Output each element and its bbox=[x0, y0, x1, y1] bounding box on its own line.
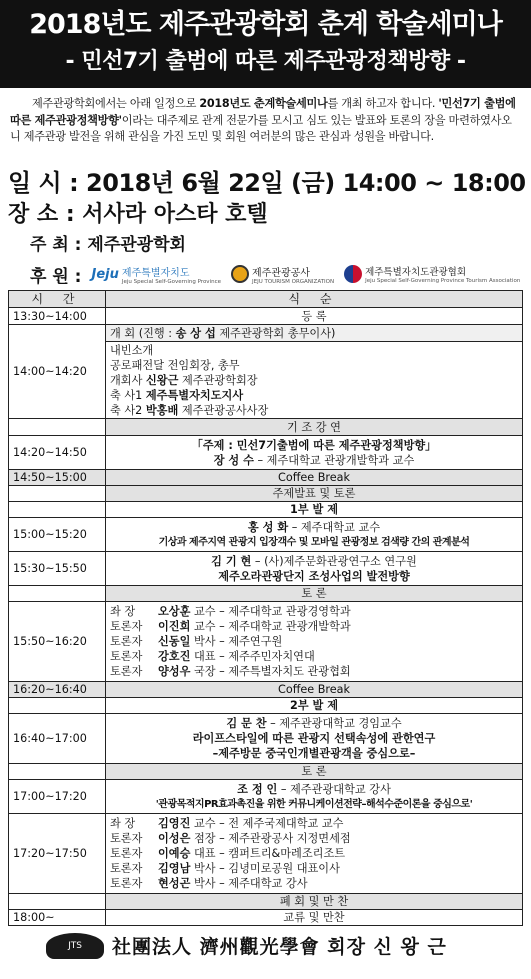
footer-text: 社團法人 濟州觀光學會 회장 신 왕 근 bbox=[112, 936, 447, 958]
table-row: 16:20~16:40 Coffee Break bbox=[9, 682, 523, 698]
association-emblem-icon bbox=[344, 265, 362, 283]
intro-text-2: 를 개최 하고자 합니다. bbox=[327, 97, 439, 110]
table-row: 15:30~15:50 김 기 현 – (사)제주문화관광연구소 연구원 제주오라관광단지 조성사업의 발전방향 bbox=[9, 552, 523, 586]
table-row: 폐 회 및 만 찬 bbox=[9, 894, 523, 910]
table-row: 14:50~15:00 Coffee Break bbox=[9, 470, 523, 486]
intro-text-1: 제주관광학회에서는 아래 일정으로 bbox=[32, 97, 200, 110]
table-row: 기 조 강 연 bbox=[9, 419, 523, 436]
table-row: 내빈소개 공로패전달 전임회장, 총무 개회사 신왕근 제주관광학회장 축 사1 제주특별자치도지사 축 사2 박홍배 제주관광공사사장 bbox=[9, 342, 523, 419]
header-order: 식 순 bbox=[106, 291, 523, 308]
intro-paragraph bbox=[0, 88, 531, 166]
event-venue: 장 소 : 서사라 아스타 호텔 bbox=[8, 202, 268, 227]
table-row: 토 론 bbox=[9, 586, 523, 602]
table-row: 토 론 bbox=[9, 764, 523, 780]
subtitle: - 민선7기 출범에 따른 제주관광정책방향 - bbox=[65, 49, 466, 74]
jto-emblem-icon bbox=[231, 265, 249, 283]
main-title: 2018년도 제주관광학회 춘계 학술세미나 bbox=[29, 9, 502, 40]
table-row: 17:20~17:50 좌 장 김영진 교수 – 전 제주국제대학교 교수 토론자 이성은 점장 – 제주관광공사 지정면세점 토론자 이예승 대표 – 캠퍼트리&마레조리조트 토론자 김영남 박사 – 김녕미로공원 대표이사 토론자 현성곤 박사 – 제주대학교 강사 bbox=[9, 814, 523, 894]
table-row: 16:40~17:00 김 문 찬 – 제주관광대학교 경임교수 라이프스타일에 따른 관광지 선택속성에 관한연구 –제주방문 중국인개별관광객을 중심으로– bbox=[9, 714, 523, 764]
society-emblem-icon: JTS bbox=[46, 933, 104, 959]
title-banner bbox=[0, 0, 531, 88]
jeju-tourism-association-logo: 제주특별자치도관광협회 Jeju Special Self-Governing Province Tourism Association bbox=[344, 264, 520, 284]
table-row: 14:00~14:20 개 회 (진행 : 송 상 섭 제주관광학회 총무이사) bbox=[9, 325, 523, 342]
jeju-tourism-org-logo: 제주관광공사 JEJU TOURISM ORGANIZATION bbox=[231, 264, 334, 285]
table-row: 주제발표 및 토론 bbox=[9, 486, 523, 502]
intro-bold-1: 2018년도 춘계학술세미나 bbox=[199, 97, 328, 110]
table-row: 13:30~14:00 등 록 bbox=[9, 308, 523, 325]
table-row: 15:50~16:20 좌 장 오상훈 교수 – 제주대학교 관광경영학과 토론자 이진희 교수 – 제주대학교 관광개발학과 토론자 신동일 박사 – 제주연구원 토론자 강호진 대표 – 제주주민자치연대 토론자 양성우 국장 – 제주특별자치도 관광협회 bbox=[9, 602, 523, 682]
table-row: 1부 발 제 bbox=[9, 502, 523, 518]
table-row: 14:20~14:50 「주제 : 민선7기출범에 따른 제주관광정책방향」 장 성 수 – 제주대학교 관광개발학과 교수 bbox=[9, 436, 523, 470]
schedule-table bbox=[8, 290, 523, 926]
intro-text-3: 이라는 대주제로 관계 전문가를 모시고 심도 있는 발표와 토론의 장을 마련하였사오니 제주관광 발전을 위해 관심을 가진 도민 및 회원 여러분의 많은 관심과 성원을 바랍니다. bbox=[10, 113, 512, 143]
table-row: 18:00~ 교류 및 만찬 bbox=[9, 910, 523, 926]
header-time: 시 간 bbox=[9, 291, 106, 308]
sponsor-row bbox=[30, 258, 531, 290]
table-row: 2부 발 제 bbox=[9, 698, 523, 714]
table-header bbox=[9, 291, 523, 308]
sponsor-label: 후 원 : bbox=[30, 266, 82, 287]
jeju-province-logo: Jeju 제주특별자치도 Jeju Special Self-Governing Province bbox=[91, 266, 221, 285]
table-row: 17:00~17:20 조 정 인 – 제주관광대학교 강사 '관광목적지PR효과촉진을 위한 커뮤니케이션전략–해석수준이론을 중심으로' bbox=[9, 780, 523, 814]
event-date: 일 시 : 2018년 6월 22일 (금) 14:00 ~ 18:00 bbox=[8, 169, 526, 197]
intro-bold-2: '민선7기 출범에 따른 제주관광정책방향' bbox=[10, 97, 516, 127]
footer-signature bbox=[46, 932, 531, 959]
table-row: 15:00~15:20 홍 성 화 – 제주대학교 교수 기상과 제주지역 관광지 입장객수 및 모바일 관광정보 검색량 간의 관계분석 bbox=[9, 518, 523, 552]
event-host: 주 최 : 제주관광학회 bbox=[30, 235, 186, 255]
